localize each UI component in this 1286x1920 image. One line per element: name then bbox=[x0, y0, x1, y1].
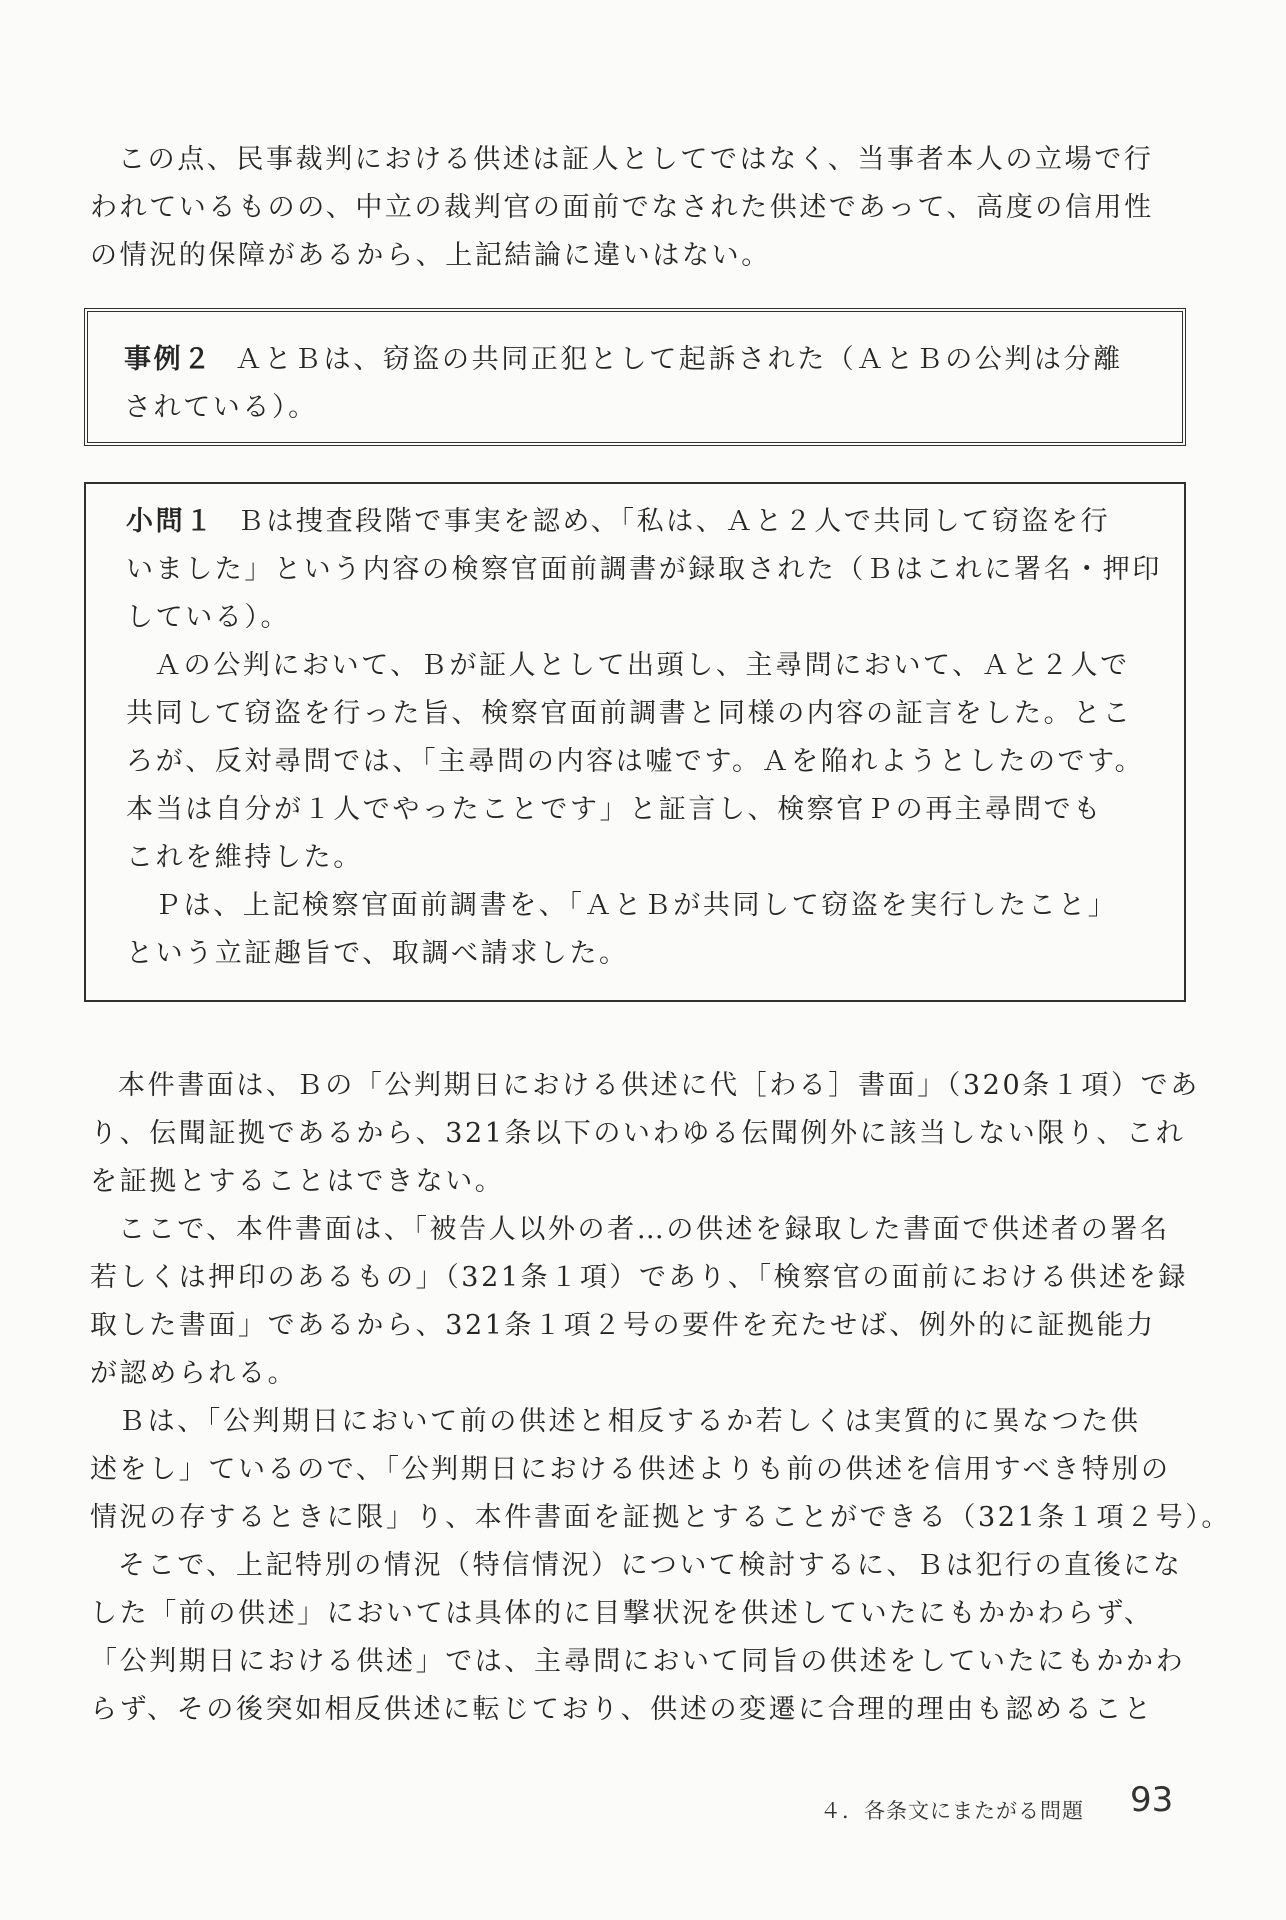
text-line: 取した書面」であるから、321条１項２号の要件を充たせば、例外的に証拠能力 bbox=[90, 1310, 1156, 1341]
case-label: 事例２ bbox=[124, 344, 213, 375]
text-line: の情況的保障があるから、上記結論に違いはない。 bbox=[90, 240, 771, 271]
text-line: Ｂは捜査段階で事実を認め、「私は、Ａと２人で共同して窃盗を行 bbox=[236, 506, 1111, 537]
text-line: 若しくは押印のあるもの」（321条１項）であり、「検察官の面前における供述を録 bbox=[90, 1262, 1188, 1293]
text-line: という立証趣旨で、取調べ請求した。 bbox=[126, 938, 629, 969]
text-line: 共同して窃盗を行った旨、検察官面前調書と同様の内容の証言をした。とこ bbox=[126, 698, 1133, 729]
text-line: 述をし」ているので、「公判期日における供述よりも前の供述を信用すべき特別の bbox=[90, 1454, 1171, 1485]
body-paragraph bbox=[90, 1398, 1232, 1542]
text-line: これを維持した。 bbox=[126, 842, 363, 873]
text-line: している）。 bbox=[126, 602, 291, 633]
text-line: 情況の存するときに限」り、本件書面を証拠とすることができる（321条１項２号）。 bbox=[90, 1502, 1232, 1533]
text-line: そこで、上記特別の情況（特信情況）について検討するに、Ｂは犯行の直後にな bbox=[118, 1550, 1183, 1581]
text-line: 本当は自分が１人でやったことです」と証言し、検察官Ｐの再主尋問でも bbox=[126, 794, 1103, 825]
text-line: 「公判期日における供述」では、主尋問において同旨の供述をしていたにもかかわ bbox=[90, 1646, 1186, 1677]
question-box bbox=[84, 482, 1186, 1002]
text-line: ろが、反対尋問では、「主尋問の内容は嘘です。Ａを陥れようとしたのです。 bbox=[126, 746, 1145, 777]
text-line: 本件書面は、Ｂの「公判期日における供述に代［わる］書面」（320条１項）であ bbox=[118, 1070, 1200, 1101]
body-paragraph bbox=[90, 1542, 1190, 1734]
case-box bbox=[84, 308, 1186, 446]
page-number: 93 bbox=[1130, 1780, 1174, 1820]
text-line: Ａの公判において、Ｂが証人として出頭し、主尋問において、Ａと２人で bbox=[154, 650, 1130, 681]
text-line: この点、民事裁判における供述は証人としてではなく、当事者本人の立場で行 bbox=[118, 144, 1154, 175]
text-line: が認められる。 bbox=[90, 1358, 298, 1389]
text-line: した「前の供述」においては具体的に目撃状況を供述していたにもかかわらず、 bbox=[90, 1598, 1154, 1629]
text-line: われているものの、中立の裁判官の面前でなされた供述であって、高度の信用性 bbox=[90, 192, 1154, 223]
running-footer: ４．各条文にまたがる問題 bbox=[820, 1799, 1084, 1823]
text-line: ここで、本件書面は、「被告人以外の者…の供述を録取した書面で供述者の署名 bbox=[118, 1214, 1170, 1245]
text-line: されている）。 bbox=[124, 392, 318, 423]
question-label: 小問１ bbox=[126, 506, 215, 537]
body-paragraph bbox=[90, 1206, 1190, 1398]
text-line: らず、その後突如相反供述に転じており、供述の変遷に合理的理由も認めること bbox=[90, 1694, 1154, 1725]
text-line: り、伝聞証拠であるから、321条以下のいわゆる伝聞例外に該当しない限り、これ bbox=[90, 1118, 1186, 1149]
text-line: Ｂは、「公判期日において前の供述と相反するか若しくは実質的に異なつた供 bbox=[118, 1406, 1141, 1437]
intro-paragraph bbox=[90, 136, 1190, 280]
body-paragraph bbox=[90, 1062, 1200, 1206]
text-line: ＡとＢは、窃盗の共同正犯として起訴された（ＡとＢの公判は分離 bbox=[234, 344, 1123, 375]
text-line: Ｐは、上記検察官面前調書を、「ＡとＢが共同して窃盗を実行したこと」 bbox=[154, 890, 1118, 921]
text-line: を証拠とすることはできない。 bbox=[90, 1166, 505, 1197]
text-line: いました」という内容の検察官面前調書が録取された（Ｂはこれに署名・押印 bbox=[126, 554, 1162, 585]
